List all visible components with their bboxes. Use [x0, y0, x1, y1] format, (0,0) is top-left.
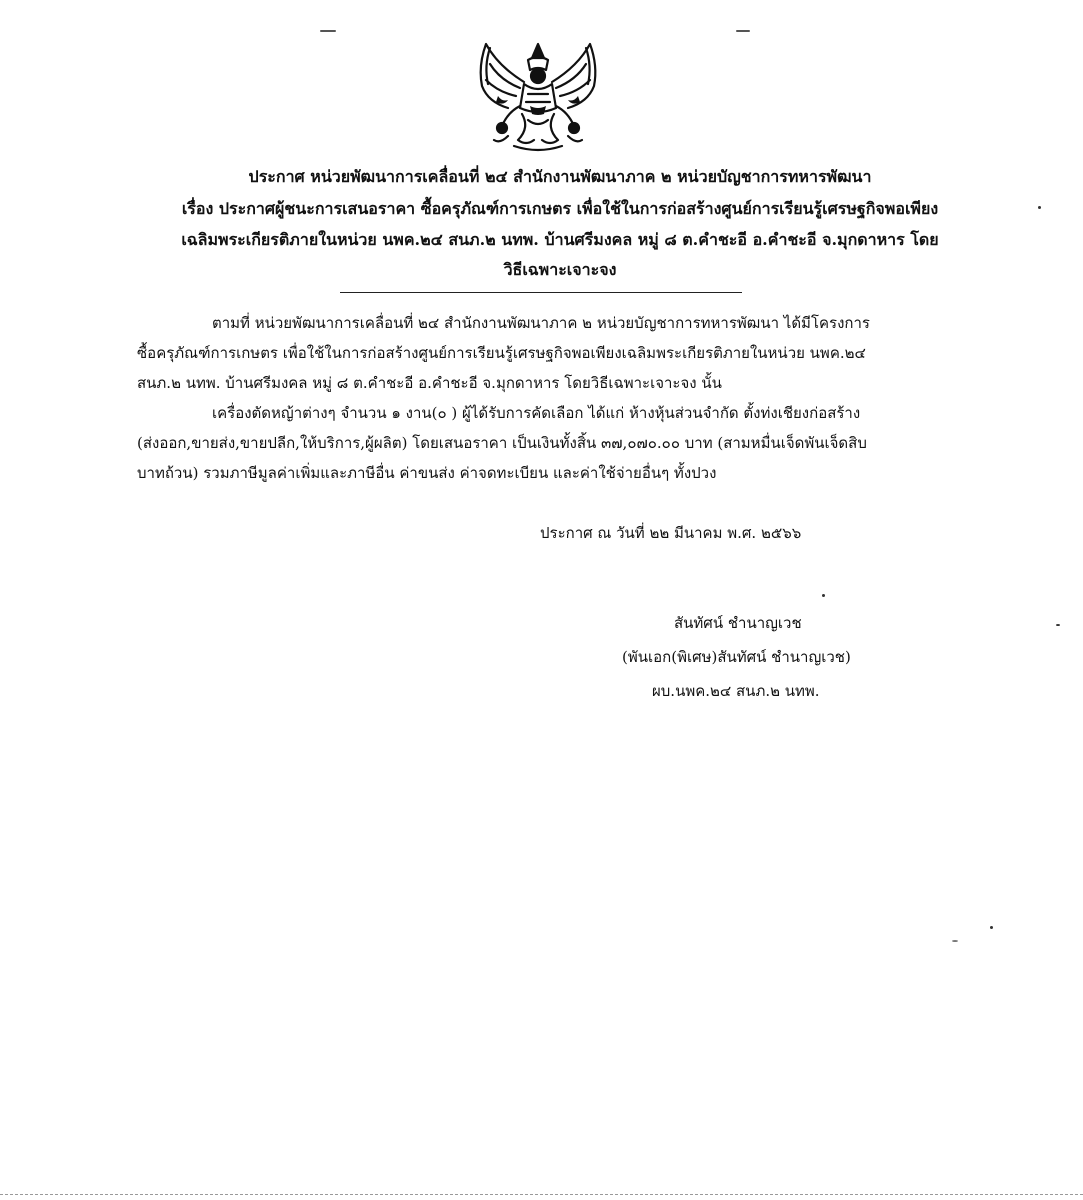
- paragraph-2-line-2: (ส่งออก,ขายส่ง,ขายปลีก,ให้บริการ,ผู้ผลิต) โดยเสนอราคา เป็นเงินทั้งสิ้น ๓๗,๐๗๐.๐๐ บาท (สามหมื่นเจ็ดพันเจ็ดสิบ: [137, 434, 867, 452]
- paragraph-1-line-1: ตามที่ หน่วยพัฒนาการเคลื่อนที่ ๒๔ สำนักงานพัฒนาภาค ๒ หน่วยบัญชาการทหารพัฒนา ได้มีโครงการ: [212, 314, 870, 332]
- signatory-position: ผบ.นพค.๒๔ สนภ.๒ นทพ.: [652, 682, 820, 700]
- announcement-heading-line-2: เรื่อง ประกาศผู้ชนะการเสนอราคา ซื้อครุภัณฑ์การเกษตร เพื่อใช้ในการก่อสร้างศูนย์การเรียนรู้เศรษฐกิจพอเพียง: [181, 199, 939, 218]
- paragraph-2-line-1: เครื่องตัดหญ้าต่างๆ จำนวน ๑ งาน(๐ ) ผู้ได้รับการคัดเลือก ได้แก่ ห้างหุ้นส่วนจำกัด ตั้งท่งเชียงก่อสร้าง: [212, 404, 861, 422]
- scan-speck: [990, 926, 993, 929]
- heading-divider: [340, 292, 742, 293]
- scan-speck: [1038, 206, 1041, 209]
- scan-edge: [0, 1194, 1083, 1195]
- announcement-heading-line-4: วิธีเฉพาะเจาะจง: [503, 260, 617, 279]
- announcement-heading-line-1: ประกาศ หน่วยพัฒนาการเคลื่อนที่ ๒๔ สำนักงานพัฒนาภาค ๒ หน่วยบัญชาการทหารพัฒนา: [248, 167, 872, 186]
- scan-speck: [952, 940, 958, 942]
- paragraph-2-line-3: บาทถ้วน) รวมภาษีมูลค่าเพิ่มและภาษีอื่น ค่าขนส่ง ค่าจดทะเบียน และค่าใช้จ่ายอื่นๆ ทั้งปวง: [137, 464, 717, 482]
- announcement-date: ประกาศ ณ วันที่ ๒๒ มีนาคม พ.ศ. ๒๕๖๖: [540, 524, 802, 542]
- paragraph-1-line-3: สนภ.๒ นทพ. บ้านศรีมงคล หมู่ ๘ ต.คำชะอี อ.คำชะอี จ.มุกดาหาร โดยวิธีเฉพาะเจาะจง นั้น: [137, 374, 722, 392]
- signatory-rank-name: (พันเอก(พิเศษ)สันทัศน์ ชำนาญเวช): [622, 648, 851, 666]
- scan-speck: [320, 30, 336, 32]
- garuda-emblem-icon: [468, 36, 608, 154]
- scan-speck: [736, 30, 750, 32]
- scan-speck: [1056, 624, 1060, 626]
- paragraph-1-line-2: ซื้อครุภัณฑ์การเกษตร เพื่อใช้ในการก่อสร้างศูนย์การเรียนรู้เศรษฐกิจพอเพียงเฉลิมพระเกียรติภายในหน่วย นพค.๒๔: [137, 344, 866, 362]
- signatory-name: สันทัศน์ ชำนาญเวช: [674, 614, 802, 632]
- announcement-heading-line-3: เฉลิมพระเกียรติภายในหน่วย นพค.๒๔ สนภ.๒ นทพ. บ้านศรีมงคล หมู่ ๘ ต.คำชะอี อ.คำชะอี จ.มุกดาหาร โดย: [181, 230, 939, 249]
- scan-speck: [822, 594, 825, 597]
